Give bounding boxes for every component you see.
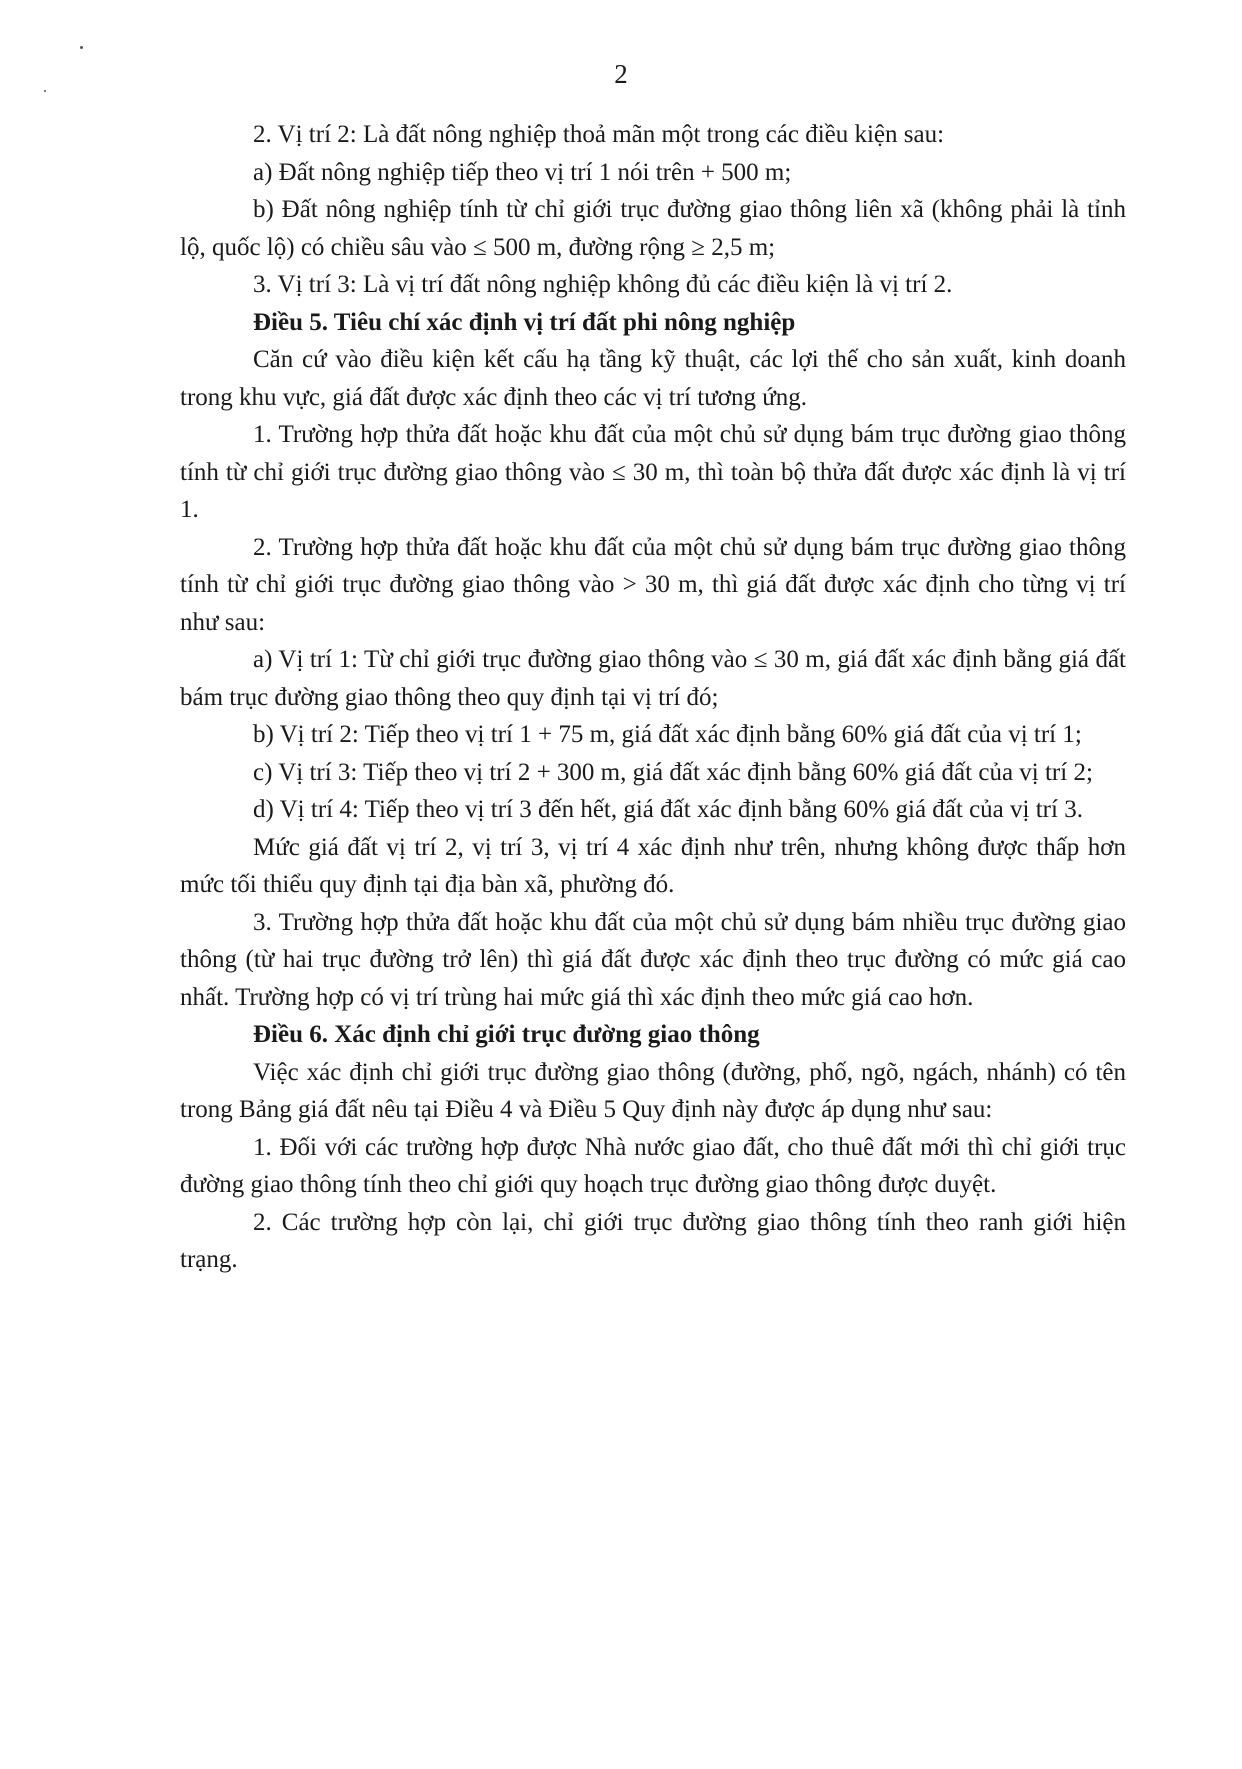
paragraph: d) Vị trí 4: Tiếp theo vị trí 3 đến hết, giá đất xác định bằng 60% giá đất của vị trí 3. <box>253 796 1083 823</box>
article-heading: Điều 6. Xác định chỉ giới trục đường giao thông <box>253 1021 760 1048</box>
scan-speck <box>80 46 83 49</box>
document-body <box>180 116 1126 1279</box>
paragraph: Việc xác định chỉ giới trục đường giao thông (đường, phố, ngõ, ngách, nhánh) có tên trong Bảng giá đất nêu tại Điều 4 và Điều 5 Quy định này được áp dụng như sau: <box>180 1058 1126 1123</box>
article-heading: Điều 5. Tiêu chí xác định vị trí đất phi nông nghiệp <box>253 308 796 336</box>
paragraph: Mức giá đất vị trí 2, vị trí 3, vị trí 4 xác định như trên, nhưng không được thấp hơn mức tối thiểu quy định tại địa bàn xã, phường đó. <box>180 833 1126 898</box>
paragraph: a) Vị trí 1: Từ chỉ giới trục đường giao thông vào ≤ 30 m, giá đất xác định bằng giá đất bám trục đường giao thông theo quy định tại vị trí đó; <box>180 646 1126 711</box>
paragraph: c) Vị trí 3: Tiếp theo vị trí 2 + 300 m, giá đất xác định bằng 60% giá đất của vị trí 2; <box>253 758 1093 786</box>
paragraph: Căn cứ vào điều kiện kết cấu hạ tầng kỹ thuật, các lợi thế cho sản xuất, kinh doanh trong khu vực, giá đất được xác định theo các vị trí tương ứng. <box>180 346 1126 411</box>
paragraph: 2. Vị trí 2: Là đất nông nghiệp thoả mãn một trong các điều kiện sau: <box>253 121 945 148</box>
paragraph: 2. Các trường hợp còn lại, chỉ giới trục đường giao thông tính theo ranh giới hiện trạng. <box>180 1208 1126 1273</box>
paragraph: 2. Trường hợp thửa đất hoặc khu đất của một chủ sử dụng bám trục đường giao thông tính từ chỉ giới trục đường giao thông vào > 30 m, thì giá đất được xác định cho từng vị trí như sau: <box>180 533 1126 636</box>
page-number: 2 <box>614 59 628 89</box>
paragraph: b) Đất nông nghiệp tính từ chỉ giới trục đường giao thông liên xã (không phải là tỉnh lộ, quốc lộ) có chiều sâu vào ≤ 500 m, đường rộng ≥ 2,5 m; <box>180 196 1126 261</box>
paragraph: b) Vị trí 2: Tiếp theo vị trí 1 + 75 m, giá đất xác định bằng 60% giá đất của vị trí 1; <box>253 721 1082 748</box>
paragraph: 1. Trường hợp thửa đất hoặc khu đất của một chủ sử dụng bám trục đường giao thông tính từ chỉ giới trục đường giao thông vào ≤ 30 m, thì toàn bộ thửa đất được xác định là vị trí 1. <box>180 421 1126 523</box>
paragraph: 1. Đối với các trường hợp được Nhà nước giao đất, cho thuê đất mới thì chỉ giới trục đường giao thông tính theo chỉ giới quy hoạch trục đường giao thông được duyệt. <box>180 1133 1126 1198</box>
paragraph: a) Đất nông nghiệp tiếp theo vị trí 1 nói trên + 500 m; <box>253 158 792 186</box>
paragraph: 3. Vị trí 3: Là vị trí đất nông nghiệp không đủ các điều kiện là vị trí 2. <box>253 271 953 298</box>
paragraph: 3. Trường hợp thửa đất hoặc khu đất của một chủ sử dụng bám nhiều trục đường giao thông (từ hai trục đường trở lên) thì giá đất được xác định theo trục đường có mức giá cao nhất. Trường hợp có vị trí trùng hai mức giá thì xác định theo mức giá cao hơn. <box>180 908 1126 1011</box>
